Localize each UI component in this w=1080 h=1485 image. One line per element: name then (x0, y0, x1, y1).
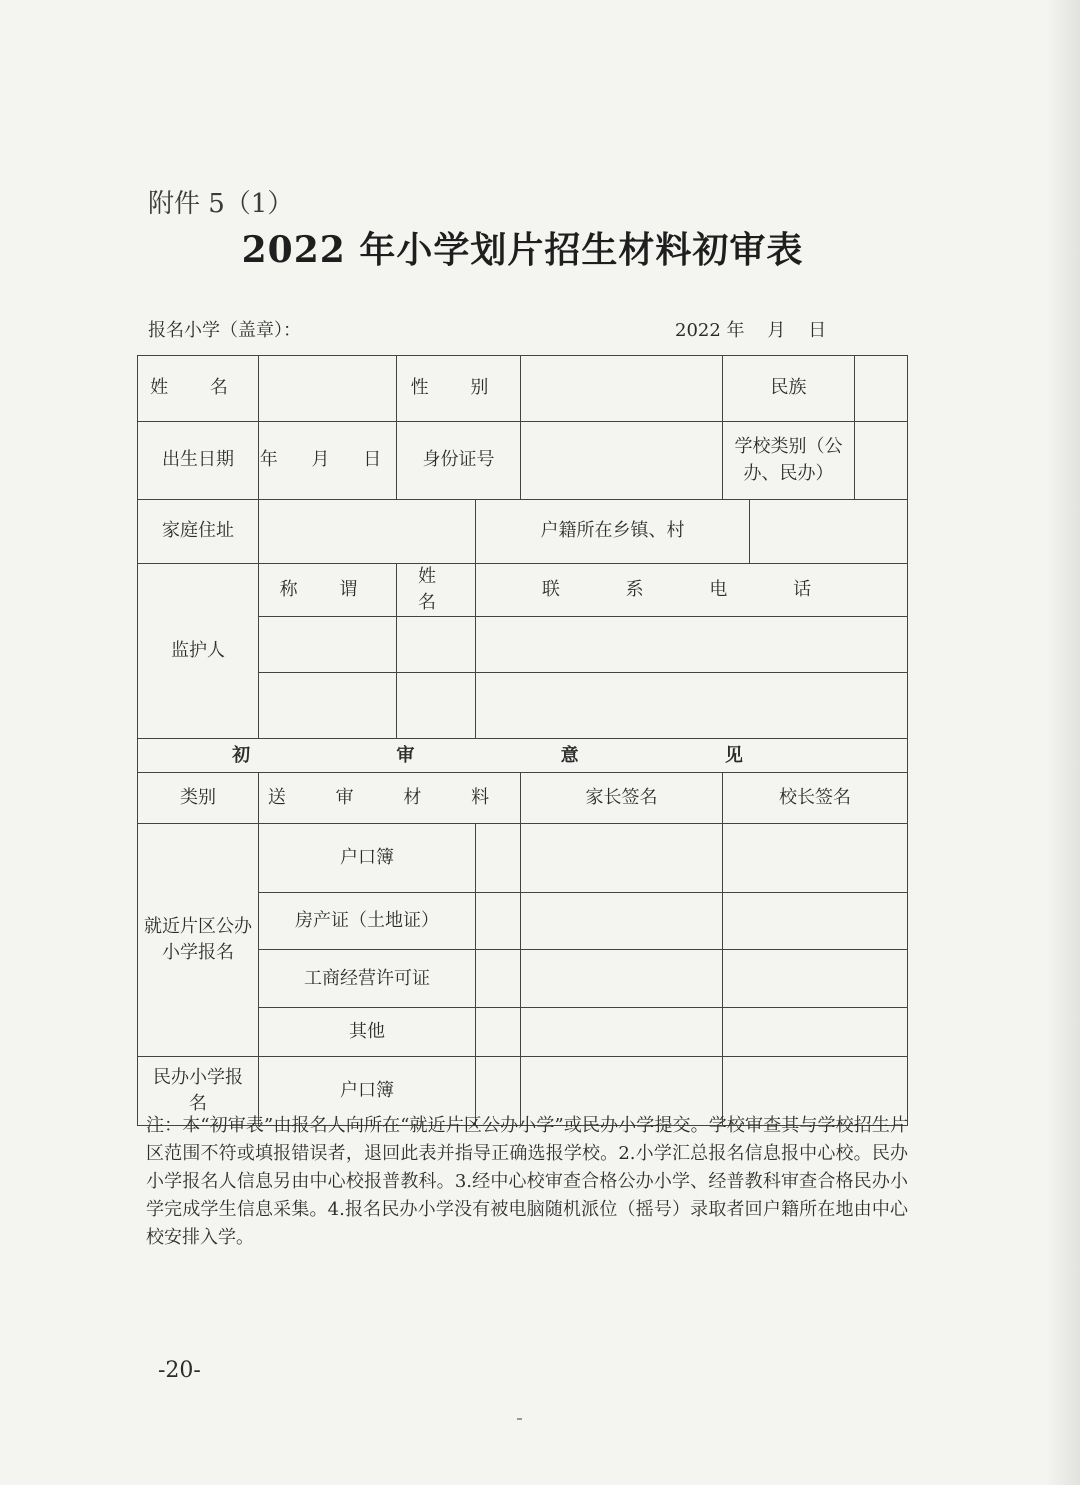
parent-sign-field[interactable] (521, 950, 723, 1008)
material-check-field[interactable] (476, 1008, 521, 1057)
principal-sign-header: 校长签名 (723, 773, 908, 824)
public-school-category: 就近片区公办小学报名 (138, 824, 259, 1057)
scan-mark (517, 1418, 522, 1420)
private-school-category: 民办小学报名 (138, 1057, 259, 1126)
material-item: 房产证（土地证） (259, 893, 476, 950)
ethnicity-label: 民族 (723, 356, 855, 422)
relation-header: 称 谓 (259, 564, 397, 617)
material-item: 户口簿 (259, 824, 476, 893)
review-opinion-heading: 初 审 意 见 (138, 739, 908, 773)
material-check-field[interactable] (476, 824, 521, 893)
material-item: 工商经营许可证 (259, 950, 476, 1008)
principal-sign-field[interactable] (723, 893, 908, 950)
guardian2-relation-field[interactable] (259, 673, 397, 739)
material-item: 其他 (259, 1008, 476, 1057)
attachment-label: 附件 5（1） (148, 189, 294, 219)
material-check-field[interactable] (476, 950, 521, 1008)
parent-sign-field[interactable] (521, 1008, 723, 1057)
guardian1-name-field[interactable] (397, 617, 476, 673)
document-title: 2022 年小学划片招生材料初审表 (241, 229, 804, 271)
hukou-location-label: 户籍所在乡镇、村 (476, 500, 750, 564)
page-number: -20- (158, 1358, 201, 1383)
scan-edge-shadow (1046, 0, 1080, 1485)
home-address-field[interactable] (259, 500, 476, 564)
hukou-location-field[interactable] (750, 500, 908, 564)
guardian1-phone-field[interactable] (476, 617, 908, 673)
phone-header: 联 系 电 话 (476, 564, 908, 617)
id-number-label: 身份证号 (397, 422, 521, 500)
name-label: 姓 名 (138, 356, 259, 422)
guardian2-name-field[interactable] (397, 673, 476, 739)
guardian-label: 监护人 (138, 564, 259, 739)
ethnicity-field[interactable] (855, 356, 908, 422)
material-check-field[interactable] (476, 893, 521, 950)
birth-date-label: 出生日期 (138, 422, 259, 500)
guardian-name-header: 姓 名 (397, 564, 476, 617)
guardian1-relation-field[interactable] (259, 617, 397, 673)
principal-sign-field[interactable] (723, 824, 908, 893)
gender-field[interactable] (521, 356, 723, 422)
parent-sign-field[interactable] (521, 893, 723, 950)
materials-header: 送 审 材 料 (259, 773, 521, 824)
principal-sign-field[interactable] (723, 1008, 908, 1057)
id-number-field[interactable] (521, 422, 723, 500)
name-field[interactable] (259, 356, 397, 422)
material-item: 户口簿 (259, 1057, 476, 1126)
date-label: 2022 年 月 日 (675, 320, 827, 341)
school-type-label: 学校类别（公办、民办） (723, 422, 855, 500)
school-stamp-label: 报名小学（盖章）： (148, 320, 301, 341)
guardian2-phone-field[interactable] (476, 673, 908, 739)
home-address-label: 家庭住址 (138, 500, 259, 564)
parent-sign-field[interactable] (521, 824, 723, 893)
principal-sign-field[interactable] (723, 950, 908, 1008)
parent-sign-header: 家长签名 (521, 773, 723, 824)
category-header: 类别 (138, 773, 259, 824)
review-form-table (137, 355, 908, 1126)
footnote: 注：本“初审表”由报名人向所在“就近片区公办小学”或民办小学提交。学校审查其与学校招生片区范围不符或填报错误者，退回此表并指导正确选报学校。2.小学汇总报名信息报中心校。民办小学报名人信息另由中心校报普教科。3.经中心校审查合格公办小学、经普教科审查合格民办小学完成学生信息采集。4.报名民办小学没有被电脑随机派位（摇号）录取者回户籍所在地由中心校安排入学。 (146, 1115, 908, 1248)
school-type-field[interactable] (855, 422, 908, 500)
gender-label: 性 别 (397, 356, 521, 422)
birth-date-field[interactable]: 年 月 日 (259, 422, 397, 500)
